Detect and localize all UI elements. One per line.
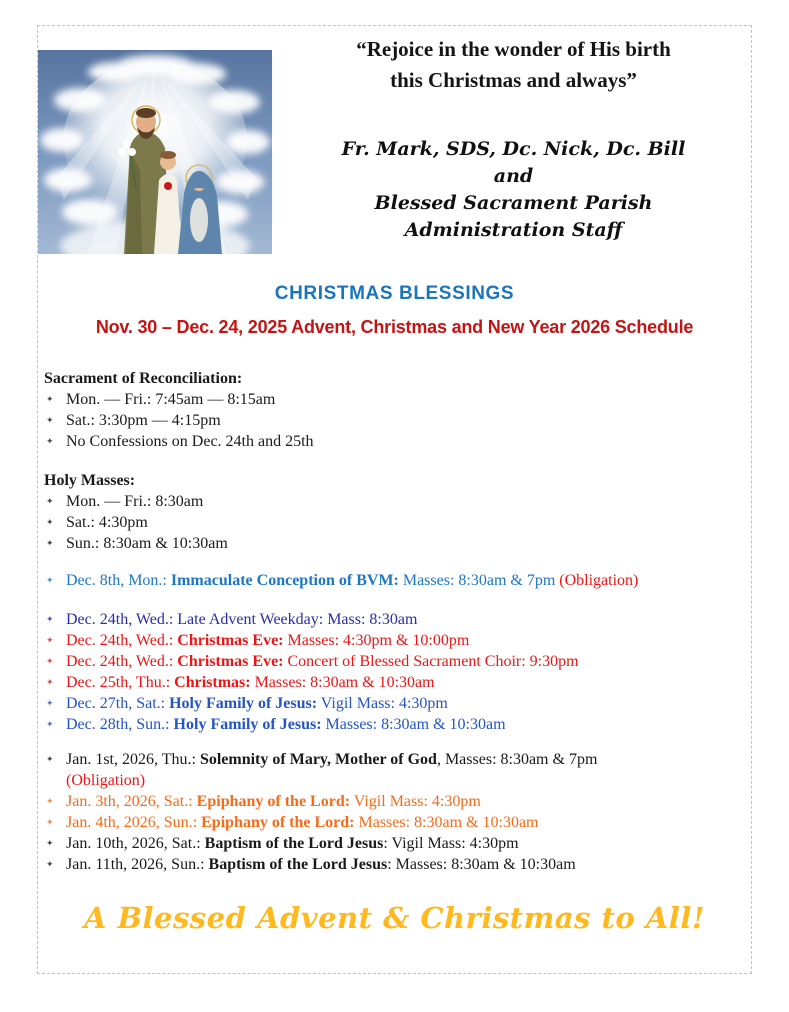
schedule-item <box>44 570 739 591</box>
text-run: Christmas Eve: <box>177 653 284 670</box>
item-text <box>66 812 739 833</box>
item-text <box>66 630 739 651</box>
bullet-icon: ✦ <box>46 614 54 624</box>
item-text <box>66 791 739 812</box>
sacred-heart <box>164 182 172 190</box>
bullet-icon: ✦ <box>46 394 54 404</box>
schedule-item <box>44 833 739 854</box>
bullet-icon: ✦ <box>46 754 54 764</box>
item-text <box>66 693 739 714</box>
bullet-icon: ✦ <box>46 817 54 827</box>
text-run: Epiphany of the Lord: <box>196 793 351 810</box>
text-run: Dec. 24th, Wed.: <box>66 632 178 649</box>
text-run: , Masses: 8:30am & 7pm <box>436 751 598 768</box>
text-run: Vigil Mass: 4:30pm <box>317 695 448 712</box>
text-run: Dec. 28th, Sun.: <box>66 716 174 733</box>
item-text <box>66 714 739 735</box>
bullet-icon: ✦ <box>46 436 54 446</box>
quote <box>280 34 747 96</box>
bullet-icon: ✦ <box>46 538 54 548</box>
item-text <box>66 570 739 591</box>
item-text <box>66 389 739 410</box>
bullet-icon: ✦ <box>46 415 54 425</box>
schedule-title: Nov. 30 – Dec. 24, 2025 Advent, Christmas and New Year 2026 Schedule <box>95 317 694 337</box>
quote-line-1: “Rejoice in the wonder of His birth <box>356 37 671 61</box>
bullet-icon: ✦ <box>46 719 54 729</box>
item-text <box>66 651 739 672</box>
schedule-item <box>44 512 739 533</box>
group-heading: Sacrament of Reconciliation: <box>44 370 243 387</box>
text-run: Sun.: 8:30am & 10:30am <box>66 535 228 552</box>
text-run: Holy Family of Jesus: <box>173 716 322 733</box>
text-run: Dec. 24th, Wed.: <box>66 653 178 670</box>
item-text <box>66 833 739 854</box>
text-run: Jan. 1st, 2026, Thu.: <box>66 751 200 768</box>
text-run: Dec. 8th, Mon.: <box>66 572 171 589</box>
text-run: Christmas: <box>174 674 251 691</box>
item-text <box>66 672 739 693</box>
text-run: Christmas Eve: <box>177 632 284 649</box>
schedule-item <box>44 791 739 812</box>
schedule-item <box>44 609 739 630</box>
schedule-group <box>44 609 739 735</box>
schedule-item <box>44 693 739 714</box>
text-run: Holy Family of Jesus: <box>169 695 318 712</box>
text-run: : Masses: 8:30am & 10:30am <box>387 856 576 873</box>
holy-family-art <box>38 50 272 254</box>
text-run: No Confessions on Dec. 24th and 25th <box>66 433 314 450</box>
text-run: Immaculate Conception of BVM: <box>170 572 399 589</box>
schedule-item <box>44 749 739 791</box>
bullet-icon: ✦ <box>46 496 54 506</box>
text-run: Masses: 8:30am & 10:30am <box>250 674 435 691</box>
page <box>37 25 752 974</box>
bullet-icon: ✦ <box>46 859 54 869</box>
text-run: Solemnity of Mary, Mother of God <box>199 751 437 768</box>
signature-line: Blessed Sacrament Parish <box>374 192 653 214</box>
schedule-group <box>44 749 739 875</box>
holy-family-image <box>38 50 272 254</box>
text-run: Concert of Blessed Sacrament Choir: 9:30pm <box>283 653 579 670</box>
item-text <box>66 491 739 512</box>
schedule-item <box>44 410 739 431</box>
text-run: Masses: 4:30pm & 10:00pm <box>283 632 470 649</box>
schedule-group <box>44 368 739 452</box>
group-heading: Holy Masses: <box>44 472 136 489</box>
bullet-icon: ✦ <box>46 517 54 527</box>
signature <box>280 136 747 244</box>
text-run: (Obligation) <box>66 772 146 789</box>
text-run: Baptism of the Lord Jesus <box>204 835 384 852</box>
blessings-title: CHRISTMAS BLESSINGS <box>274 283 515 304</box>
text-run: Jan. 11th, 2026, Sun.: <box>66 856 209 873</box>
item-text <box>66 609 739 630</box>
text-run: Baptism of the Lord Jesus <box>208 856 388 873</box>
signature-line: and <box>493 165 534 187</box>
schedule-item <box>44 630 739 651</box>
text-run: Jan. 10th, 2026, Sat.: <box>66 835 205 852</box>
text-run: Vigil Mass: 4:30pm <box>350 793 481 810</box>
schedule-item <box>44 714 739 735</box>
item-text <box>66 749 739 791</box>
item-text <box>66 533 739 554</box>
quote-line-2: this Christmas and always” <box>390 68 637 92</box>
schedule-item <box>44 431 739 452</box>
bullet-icon: ✦ <box>46 838 54 848</box>
bullet-icon: ✦ <box>46 635 54 645</box>
text-run: Masses: 8:30am & 7pm <box>398 572 560 589</box>
text-run: (Obligation) <box>559 572 639 589</box>
header-text-block <box>280 34 747 244</box>
item-text <box>66 410 739 431</box>
text-run: Mon. — Fri.: 8:30am <box>66 493 204 510</box>
schedule-list <box>38 368 751 875</box>
bullet-icon: ✦ <box>46 656 54 666</box>
bullet-icon: ✦ <box>46 677 54 687</box>
text-run: Dec. 24th, Wed.: Late Advent Weekday: Mass: 8:30am <box>66 611 418 628</box>
text-run: Masses: 8:30am & 10:30am <box>354 814 539 831</box>
bullet-icon: ✦ <box>46 575 54 585</box>
signature-line: Administration Staff <box>404 219 623 241</box>
schedule-item <box>44 533 739 554</box>
schedule-group <box>44 470 739 554</box>
text-run: Epiphany of the Lord: <box>201 814 355 831</box>
schedule-item <box>44 389 739 410</box>
bullet-icon: ✦ <box>46 698 54 708</box>
item-text <box>66 854 739 875</box>
signature-line: Fr. Mark, SDS, Dc. Nick, Dc. Bill <box>341 138 686 160</box>
schedule-item <box>44 672 739 693</box>
schedule-group <box>44 570 739 591</box>
text-run: : Vigil Mass: 4:30pm <box>383 835 519 852</box>
item-text <box>66 431 739 452</box>
header <box>38 26 751 255</box>
bullet-icon: ✦ <box>46 796 54 806</box>
closing-blessing: A Blessed Advent & Christmas to All! <box>83 901 706 935</box>
text-run: Sat.: 3:30pm — 4:15pm <box>66 412 221 429</box>
schedule-item <box>44 491 739 512</box>
schedule-item <box>44 854 739 875</box>
text-run: Dec. 25th, Thu.: <box>66 674 175 691</box>
text-run: Jan. 3th, 2026, Sat.: <box>66 793 197 810</box>
text-run: Jan. 4th, 2026, Sun.: <box>66 814 202 831</box>
text-run: Mon. — Fri.: 7:45am — 8:15am <box>66 391 276 408</box>
item-text <box>66 512 739 533</box>
schedule-item <box>44 651 739 672</box>
text-run: Sat.: 4:30pm <box>66 514 148 531</box>
text-run: Masses: 8:30am & 10:30am <box>321 716 506 733</box>
schedule-item <box>44 812 739 833</box>
text-run: Dec. 27th, Sat.: <box>66 695 170 712</box>
